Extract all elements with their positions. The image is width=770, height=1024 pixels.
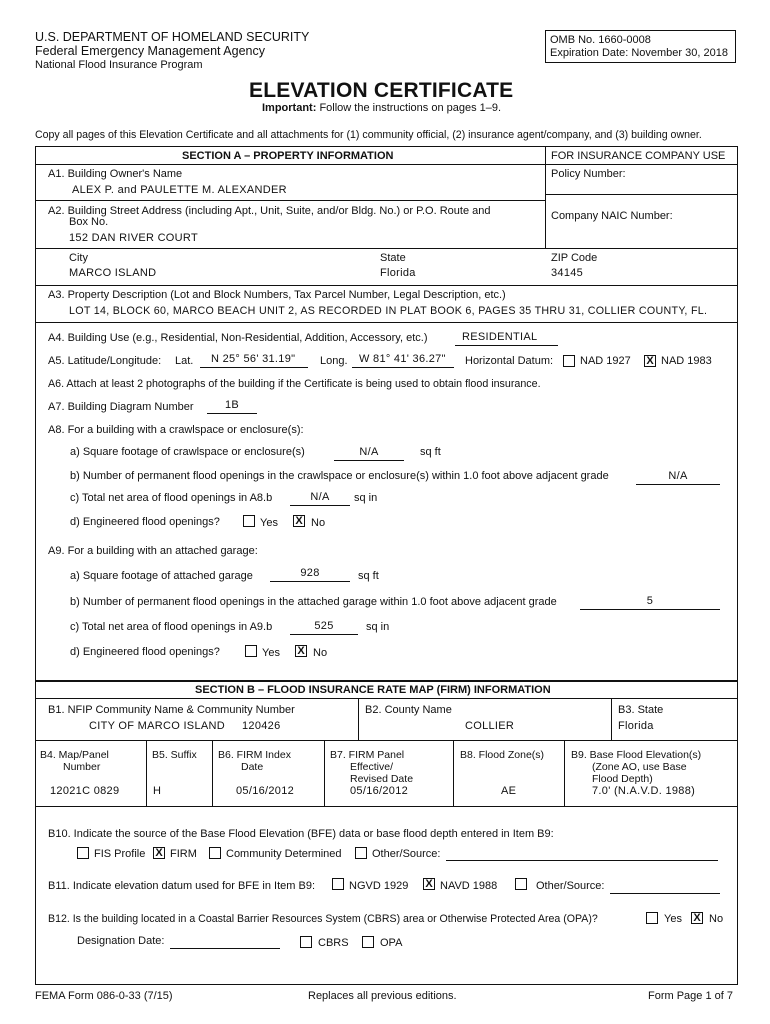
b5-suffix[interactable]: H [153,785,162,797]
b11-other-label: Other/Source: [536,880,605,892]
b3-label: B3. State [618,704,664,716]
page-number: Form Page 1 of 7 [648,990,733,1002]
a8a-unit: sq ft [420,446,441,458]
a9d-label: d) Engineered flood openings? [70,646,220,658]
b6-label-line1: B6. FIRM Index [218,749,291,761]
section-a-title: SECTION A – PROPERTY INFORMATION [182,150,394,162]
a1-owner-name[interactable]: ALEX P. and PAULETTE M. ALEXANDER [72,184,287,196]
policy-number-label: Policy Number: [551,168,626,180]
b10-other-source-field[interactable] [446,860,718,861]
b2-label: B2. County Name [365,704,452,716]
cbrs-checkbox[interactable] [300,936,312,948]
a9c-unit: sq in [366,621,390,633]
nad1983-checkbox[interactable]: X [644,355,656,367]
a9a-unit: sq ft [358,570,379,582]
replaces-note: Replaces all previous editions. [308,990,457,1002]
a6-label: A6. Attach at least 2 photographs of the building if the Certificate is being used to obtain flood insurance. [48,378,541,390]
b10-other-checkbox[interactable] [355,847,367,859]
a7-diagram-number[interactable]: 1B [224,399,240,411]
a8b-value[interactable]: N/A [668,470,688,482]
b10-community-checkbox[interactable] [209,847,221,859]
a8d-no-checkbox[interactable]: X [293,515,305,527]
a9d-no-checkbox[interactable]: X [295,645,307,657]
a2-label-line1: A2. Building Street Address (including Apt., Unit, Suite, and/or Bldg. No.) or P.O. Route and [48,205,491,217]
city-value[interactable]: MARCO ISLAND [69,267,157,279]
long-value[interactable]: W 81° 41' 36.27" [359,353,446,365]
b11-other-checkbox[interactable] [515,878,527,890]
opa-checkbox[interactable] [362,936,374,948]
b1-community-number[interactable]: 120426 [242,720,281,732]
horizontal-datum-label: Horizontal Datum: [465,355,554,367]
a8d-label: d) Engineered flood openings? [70,516,220,528]
agency-name: Federal Emergency Management Agency [35,44,265,58]
a8d-yes-checkbox[interactable] [243,515,255,527]
omb-number: OMB No. 1660-0008 [550,34,651,46]
form-number: FEMA Form 086-0-33 (7/15) [35,990,173,1002]
omb-box [545,30,736,63]
b7-firm-panel-date[interactable]: 05/16/2012 [350,785,409,797]
b9-label-line3: Flood Depth) [592,773,653,785]
a9b-value[interactable]: 5 [646,595,654,607]
b3-state[interactable]: Florida [618,720,654,732]
a4-building-use[interactable]: RESIDENTIAL [462,331,538,343]
a8-label: A8. For a building with a crawlspace or enclosure(s): [48,424,304,436]
copy-note: Copy all pages of this Elevation Certificate and all attachments for (1) community official, (2) insurance agent/company, and (3) building owner. [35,129,702,141]
a8c-value[interactable]: N/A [310,491,330,503]
a8a-label: a) Square footage of crawlspace or enclosure(s) [70,446,305,458]
a8c-unit: sq in [354,492,378,504]
b6-firm-index-date[interactable]: 05/16/2012 [236,785,295,797]
a4-label: A4. Building Use (e.g., Residential, Non-Residential, Addition, Accessory, etc.) [48,332,428,344]
a8d-no-label: No [311,517,326,529]
a8c-label: c) Total net area of flood openings in A8.b [70,492,273,504]
b11-ngvd-checkbox[interactable] [332,878,344,890]
nad1983-label: NAD 1983 [661,355,712,367]
state-value[interactable]: Florida [380,267,416,279]
b10-other-label: Other/Source: [372,848,441,860]
b1-label: B1. NFIP Community Name & Community Number [48,704,295,716]
b4-label-line2: Number [63,761,101,773]
b2-county-name[interactable]: COLLIER [465,720,515,732]
b12-yes-checkbox[interactable] [646,912,658,924]
b1-community-name[interactable]: CITY OF MARCO ISLAND [89,720,225,732]
a9a-value[interactable]: 928 [300,567,320,579]
b11-ngvd-label: NGVD 1929 [349,880,409,892]
lat-value[interactable]: N 25° 56' 31.19" [211,353,296,365]
b10-firm-checkbox[interactable]: X [153,847,165,859]
b9-base-flood-elevation[interactable]: 7.0' (N.A.V.D. 1988) [592,785,696,797]
department-name: U.S. DEPARTMENT OF HOMELAND SECURITY [35,30,310,44]
a7-label: A7. Building Diagram Number [48,401,194,413]
b11-navd-label: NAVD 1988 [440,880,498,892]
a9d-yes-label: Yes [262,647,280,659]
a3-label: A3. Property Description (Lot and Block Numbers, Tax Parcel Number, Legal Description, etc.) [48,289,506,301]
nad1927-label: NAD 1927 [580,355,631,367]
nad1927-checkbox[interactable] [563,355,575,367]
important-note: Important: Follow the instructions on pages 1–9. [262,102,502,114]
b8-flood-zone[interactable]: AE [501,785,517,797]
a1-label: A1. Building Owner's Name [48,168,183,180]
expiration-date: Expiration Date: November 30, 2018 [550,47,728,59]
opa-label: OPA [380,937,403,949]
b10-firm-label: FIRM [170,848,197,860]
long-label: Long. [320,355,348,367]
a3-property-description[interactable]: LOT 14, BLOCK 60, MARCO BEACH UNIT 2, AS RECORDED IN PLAT BOOK 6, PAGES 35 THRU 31, COLLIER COUNTY, FL. [69,305,708,317]
designation-date-field[interactable] [170,948,280,949]
a2-label-line2: Box No. [69,216,109,228]
b8-label: B8. Flood Zone(s) [460,749,545,761]
insurance-use-label: FOR INSURANCE COMPANY USE [551,150,726,162]
a9c-value[interactable]: 525 [314,620,334,632]
b9-label-line1: B9. Base Flood Elevation(s) [571,749,702,761]
b6-label-line2: Date [241,761,264,773]
b12-no-checkbox[interactable]: X [691,912,703,924]
b4-map-panel-number[interactable]: 12021C 0829 [50,785,120,797]
b11-label: B11. Indicate elevation datum used for BFE in Item B9: [48,880,315,892]
city-label: City [69,252,88,264]
a2-street-address[interactable]: 152 DAN RIVER COURT [69,232,198,244]
b4-label-line1: B4. Map/Panel [40,749,109,761]
state-label: State [380,252,406,264]
a8a-value[interactable]: N/A [359,446,379,458]
a9a-label: a) Square footage of attached garage [70,570,253,582]
b5-label: B5. Suffix [152,749,197,761]
naic-number-label: Company NAIC Number: [551,210,673,222]
zip-label: ZIP Code [551,252,598,264]
a8b-label: b) Number of permanent flood openings in the crawlspace or enclosure(s) within 1.0 foot above adjacent grade [70,470,609,482]
a5-label: A5. Latitude/Longitude: [48,355,162,367]
lat-label: Lat. [175,355,194,367]
b7-label-line1: B7. FIRM Panel [330,749,405,761]
a9b-label: b) Number of permanent flood openings in the attached garage within 1.0 foot above adjacent grade [70,596,557,608]
program-name: National Flood Insurance Program [35,59,203,71]
b10-fis-checkbox[interactable] [77,847,89,859]
b11-navd-checkbox[interactable]: X [423,878,435,890]
cbrs-label: CBRS [318,937,349,949]
b10-fis-label: FIS Profile [94,848,146,860]
form-title: ELEVATION CERTIFICATE [249,79,514,102]
b12-no-label: No [709,913,724,925]
b7-label-line2: Effective/ [350,761,393,773]
a9c-label: c) Total net area of flood openings in A9.b [70,621,273,633]
b9-label-line2: (Zone AO, use Base [592,761,687,773]
zip-value[interactable]: 34145 [551,267,584,279]
a9d-yes-checkbox[interactable] [245,645,257,657]
b10-label: B10. Indicate the source of the Base Flood Elevation (BFE) data or base flood depth entered in Item B9: [48,828,554,840]
a9-label: A9. For a building with an attached garage: [48,545,258,557]
section-b-title: SECTION B – FLOOD INSURANCE RATE MAP (FIRM) INFORMATION [195,684,551,696]
b12-yes-label: Yes [664,913,682,925]
designation-date-label: Designation Date: [77,935,165,947]
b12-label: B12. Is the building located in a Coastal Barrier Resources System (CBRS) area or Otherwise Protected Area (OPA)? [48,913,598,925]
b10-community-label: Community Determined [226,848,342,860]
a8d-yes-label: Yes [260,517,278,529]
a9d-no-label: No [313,647,328,659]
b7-label-line3: Revised Date [350,773,414,785]
b11-other-source-field[interactable] [610,893,720,894]
